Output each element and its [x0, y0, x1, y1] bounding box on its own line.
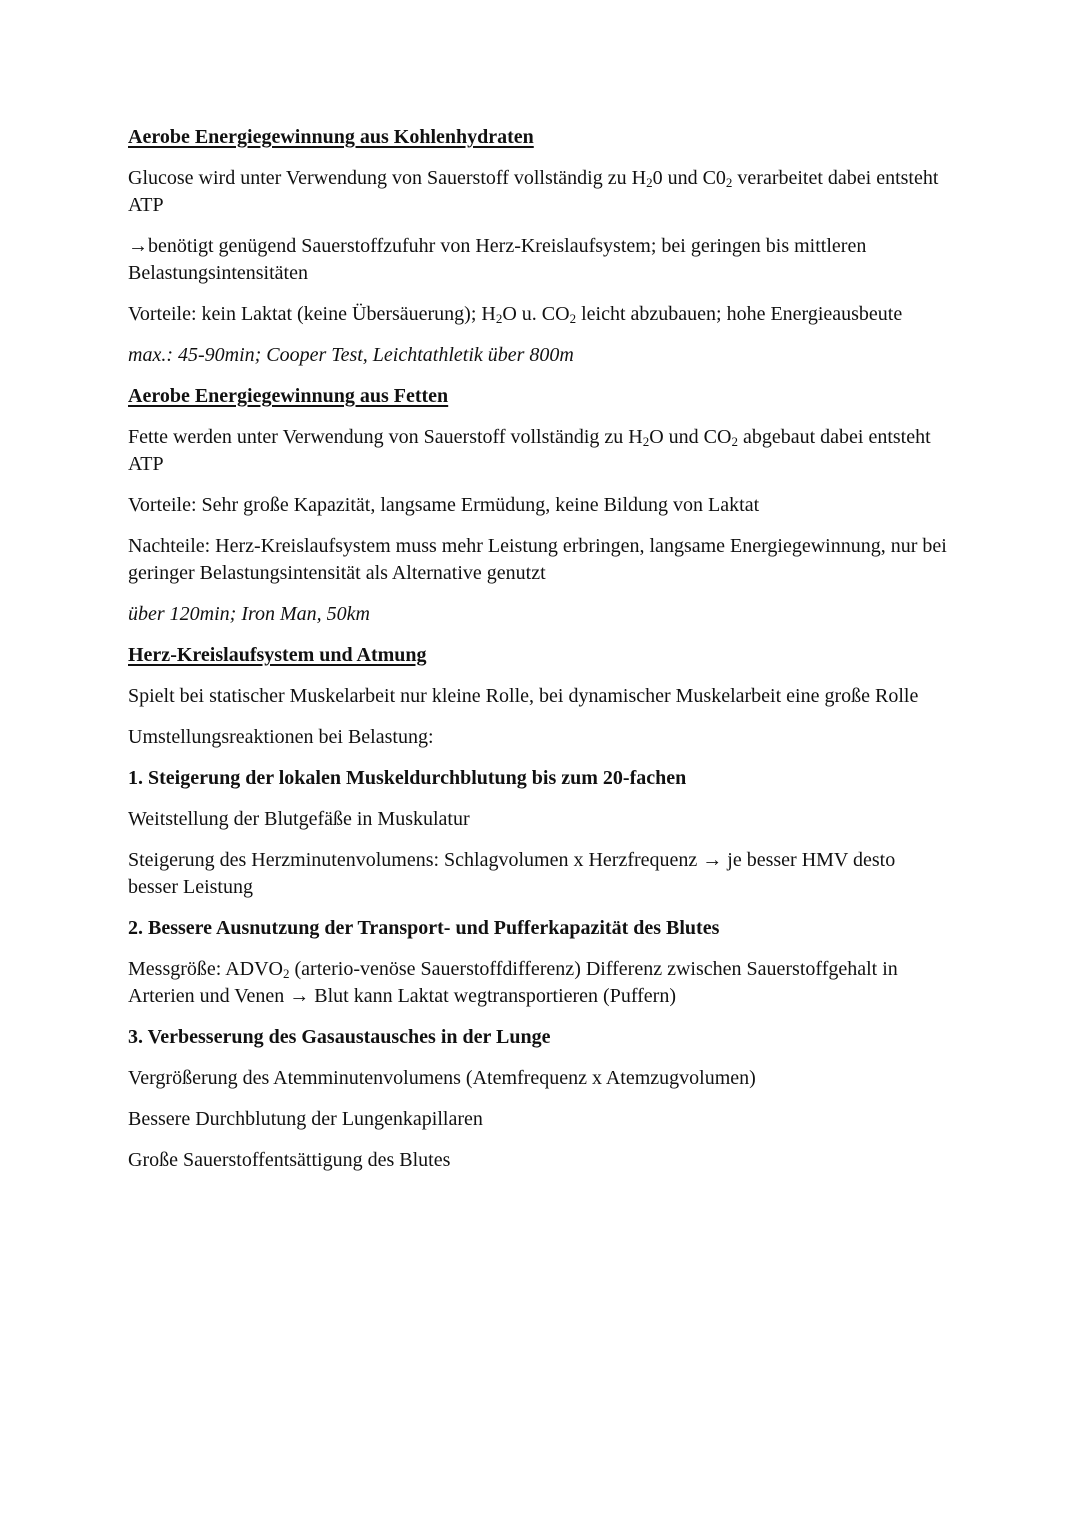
subscript: 2 — [569, 311, 577, 326]
paragraph-dauer-fette: über 120min; Iron Man, 50km — [128, 603, 371, 625]
paragraph-atemminutenvolumen: Vergrößerung des Atemminutenvolumens (Atemfrequenz x Atemzugvolumen) — [128, 1067, 756, 1089]
text: Glucose wird unter Verwendung von Sauerstoff vollständig zu H — [128, 167, 647, 189]
text: Messgröße: ADVO — [128, 958, 283, 980]
heading-herz-kreislauf: Herz-Kreislaufsystem und Atmung — [128, 644, 427, 666]
paragraph-umstellung: Umstellungsreaktionen bei Belastung: — [128, 726, 434, 748]
heading-kohlenhydrate: Aerobe Energiegewinnung aus Kohlenhydraten — [128, 126, 534, 148]
text: 0 und C0 — [652, 167, 726, 189]
paragraph-lungenkapillaren: Bessere Durchblutung der Lungenkapillaren — [128, 1108, 483, 1130]
text: verarbeitet dabei entsteht ATP — [128, 167, 939, 216]
paragraph-fette — [128, 424, 950, 478]
paragraph-weitstellung: Weitstellung der Blutgefäße in Muskulatur — [128, 808, 470, 830]
paragraph-glucose — [128, 165, 950, 219]
subscript: 2 — [495, 311, 503, 326]
subscript: 2 — [283, 966, 290, 981]
subscript: 2 — [725, 175, 733, 190]
paragraph-muskelarbeit: Spielt bei statischer Muskelarbeit nur kleine Rolle, bei dynamischer Muskelarbeit eine große Rolle — [128, 685, 919, 707]
paragraph-dauer-kh: max.: 45-90min; Cooper Test, Leichtathletik über 800m — [128, 344, 574, 366]
text: abgebaut dabei entsteht ATP — [128, 426, 931, 475]
text: (arterio-venöse Sauerstoffdifferenz) Differenz zwischen Sauerstoffgehalt in Arterien und Venen → Blut kann Laktat wegtransportieren (Puffern) — [128, 958, 898, 1007]
heading-item-1: 1. Steigerung der lokalen Muskeldurchblutung bis zum 20-fachen — [128, 767, 687, 789]
heading-fette: Aerobe Energiegewinnung aus Fetten — [128, 385, 449, 407]
subscript: 2 — [646, 175, 653, 190]
paragraph-nachteile-fette: Nachteile: Herz-Kreislaufsystem muss mehr Leistung erbringen, langsame Energiegewinnung, nur bei geringer Belastungsintensität als Alternative genutzt — [128, 535, 947, 584]
text: Fette werden unter Verwendung von Sauerstoff vollständig zu H — [128, 426, 643, 448]
paragraph-herzminutenvolumen: Steigerung des Herzminutenvolumens: Schlagvolumen x Herzfrequenz → je besser HMV desto besser Leistung — [128, 849, 896, 898]
subscript: 2 — [642, 434, 650, 449]
text: leicht abzubauen; hohe Energieausbeute — [576, 303, 903, 325]
paragraph-sauerstoffentsaettigung: Große Sauerstoffentsättigung des Blutes — [128, 1149, 451, 1171]
heading-item-3: 3. Verbesserung des Gasaustausches in der Lunge — [128, 1026, 551, 1048]
text: O u. CO — [502, 303, 570, 325]
text: O und CO — [649, 426, 732, 448]
paragraph-vorteile-fette: Vorteile: Sehr große Kapazität, langsame Ermüdung, keine Bildung von Laktat — [128, 494, 760, 516]
paragraph-vorteile-kh — [128, 301, 950, 328]
text: Vorteile: kein Laktat (keine Übersäuerung); H — [128, 303, 496, 325]
heading-item-2: 2. Bessere Ausnutzung der Transport- und Pufferkapazität des Blutes — [128, 917, 720, 939]
subscript: 2 — [731, 434, 738, 449]
paragraph-sauerstoffzufuhr: →benötigt genügend Sauerstoffzufuhr von Herz-Kreislaufsystem; bei geringen bis mittleren Belastungsintensitäten — [128, 235, 867, 284]
paragraph-advo2 — [128, 956, 950, 1010]
